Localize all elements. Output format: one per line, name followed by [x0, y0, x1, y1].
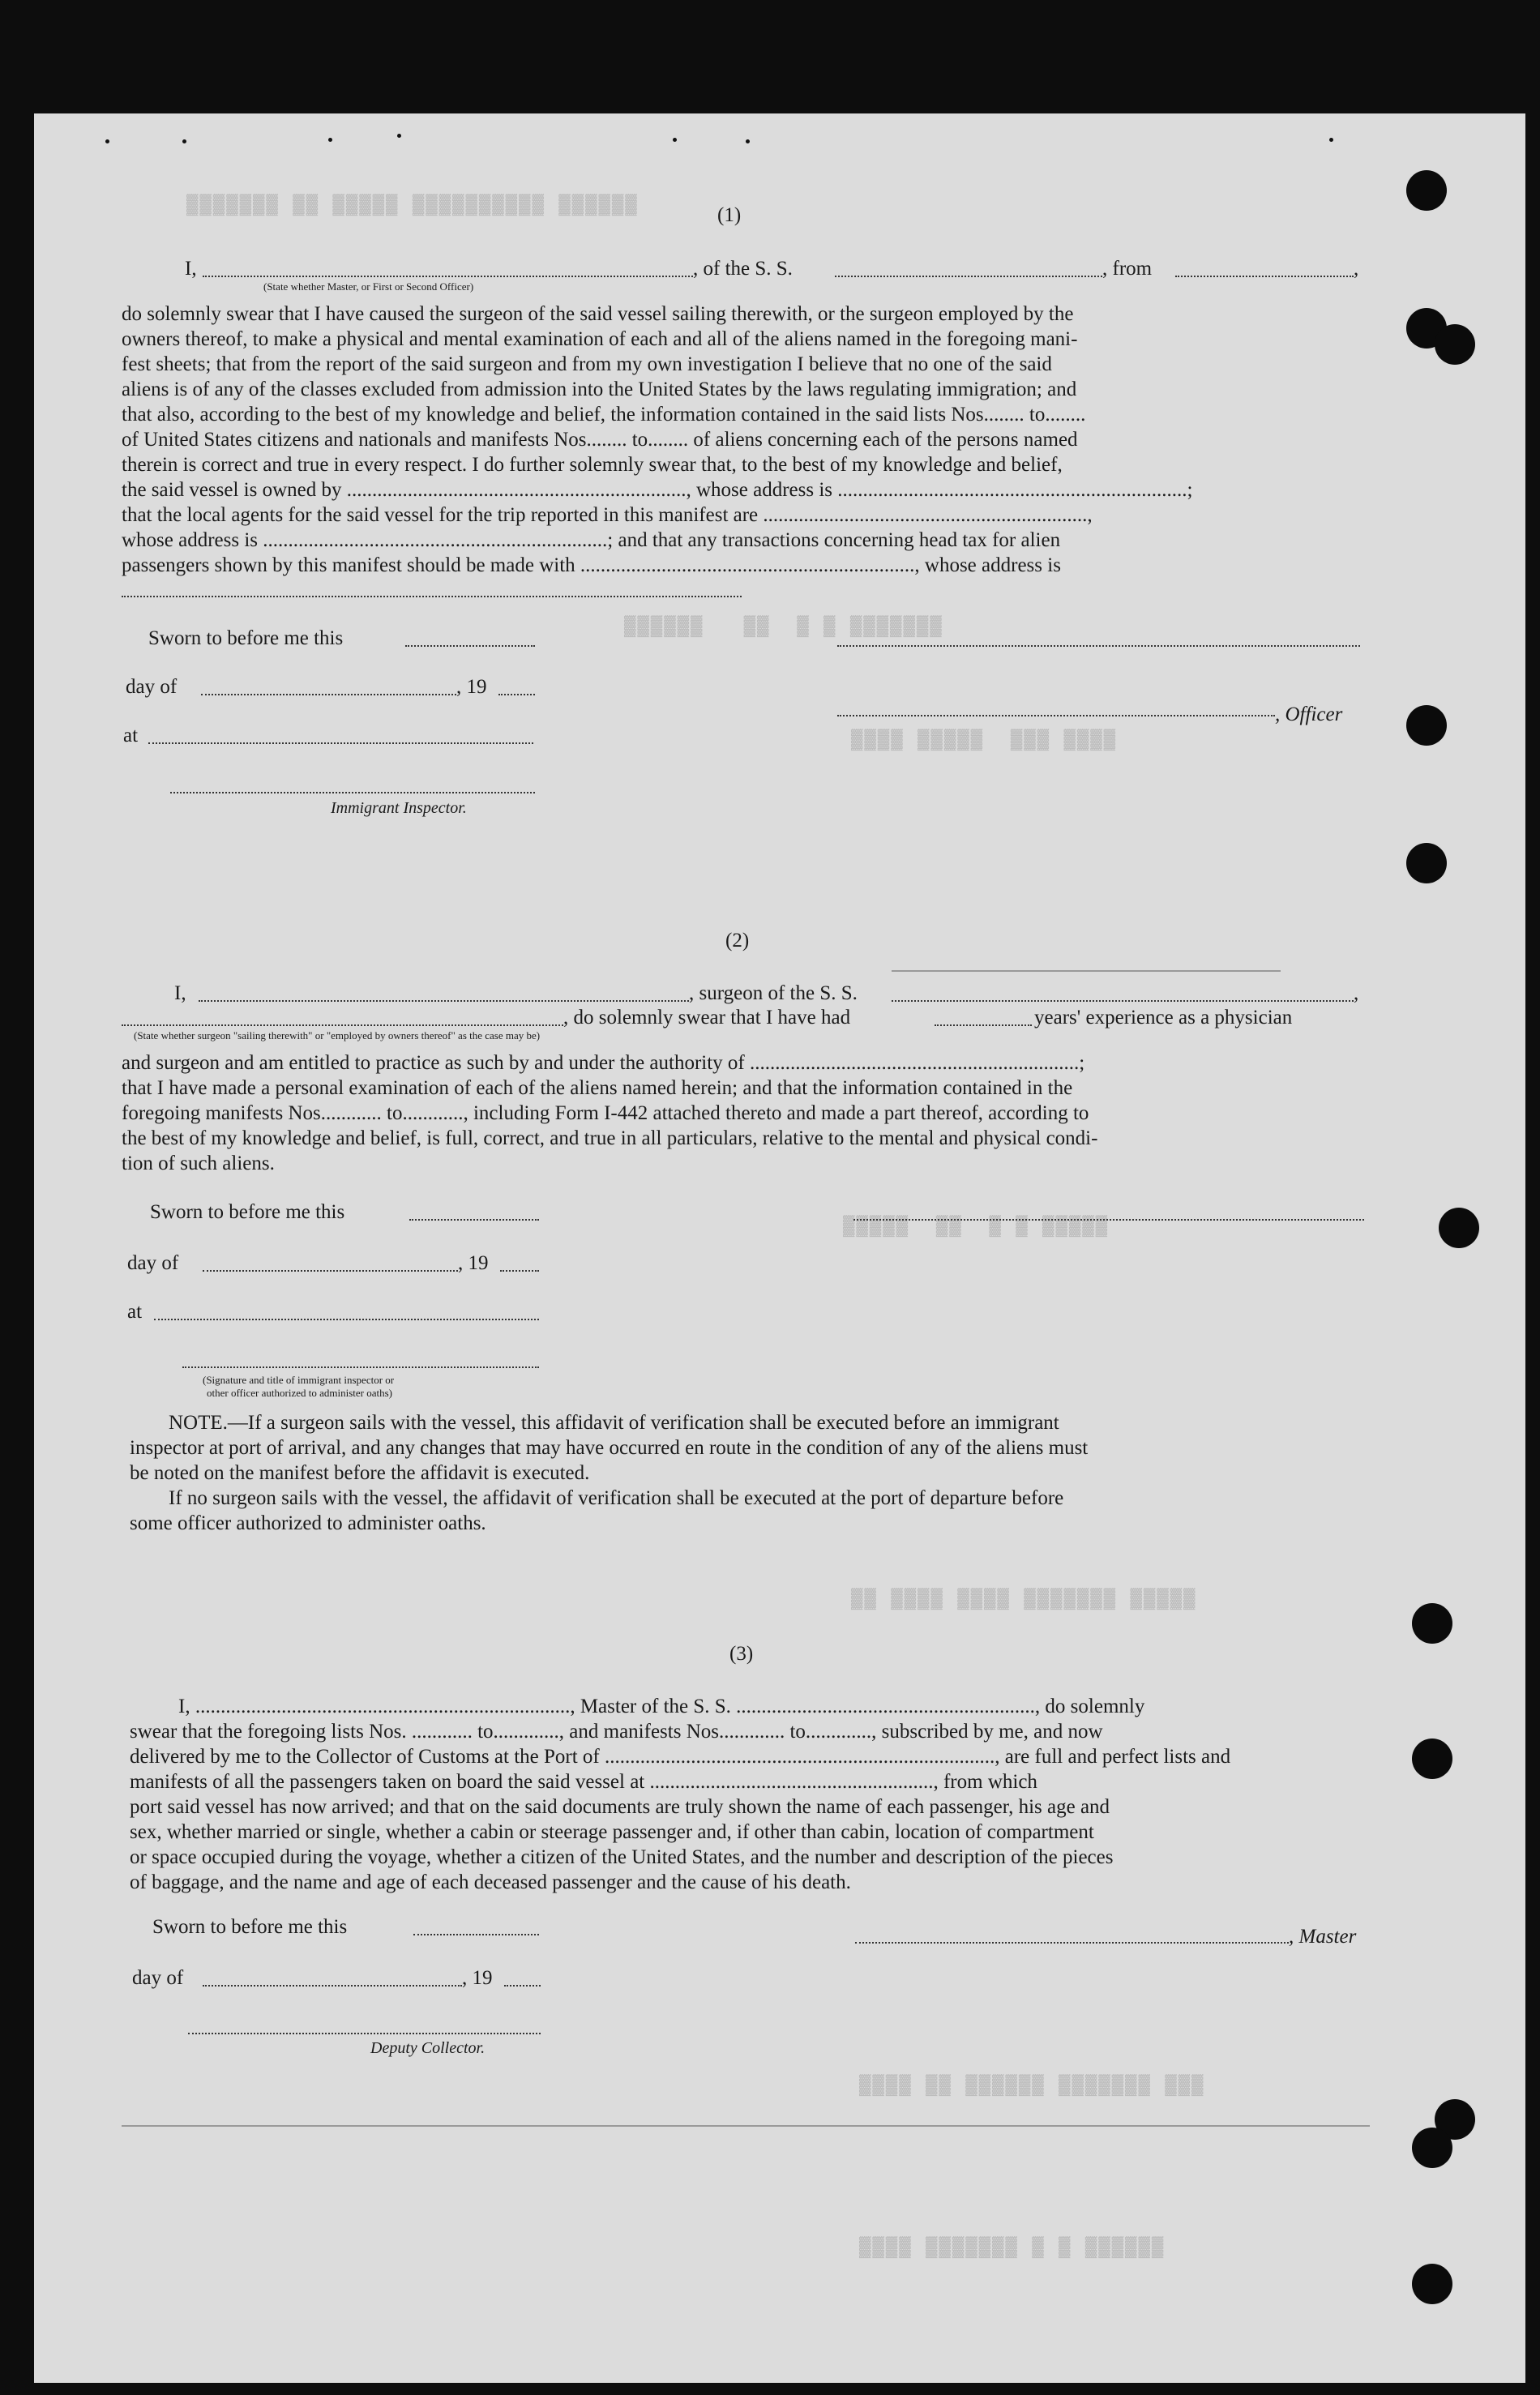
section-1-sworn-label: Sworn to before me this: [148, 627, 344, 649]
fill-line: [154, 1319, 539, 1320]
section-2-note: [130, 1410, 1366, 1536]
section-2-body: [122, 1050, 1366, 1176]
section-1-number: (1): [717, 204, 742, 226]
section-2-body-line: that I have made a personal examination of each of the aliens named herein; and that the information contained in the: [122, 1077, 1073, 1099]
fill-line: [122, 1024, 563, 1026]
section-1-body-line: that also, according to the best of my knowledge and belief, the information contained in the said lists Nos........ to........: [122, 404, 1086, 426]
section-3-body-line: swear that the foregoing lists Nos. ............ to............., and manifests Nos............. to............., subscribed by me, and now: [130, 1721, 1103, 1743]
bleed-through-rule: [892, 970, 1281, 972]
section-1-body-line: owners thereof, to make a physical and mental examination of each and all of the aliens named in the foregoing mani-: [122, 328, 1078, 350]
inspector-signature-line: [182, 1366, 539, 1368]
bleed-through: ▓▓▓▓▓ ▓▓ ▓ ▓ ▓▓▓▓▓: [843, 1216, 1110, 1238]
punch-hole: [1406, 170, 1447, 211]
bleed-through-rule: [122, 2125, 1370, 2127]
ink-speck: [105, 139, 109, 143]
ink-speck: [746, 139, 750, 143]
section-3-day-of-label: day of: [132, 1967, 184, 1989]
section-1-body-line: do solemnly swear that I have caused the surgeon of the said vessel sailing therewith, or the surgeon employed by the: [122, 303, 1074, 325]
section-3-body: [130, 1694, 1370, 1895]
section-1-body-line: the said vessel is owned by ..................................................................., whose address is .....................................................................;: [122, 479, 1193, 501]
fill-line: [498, 694, 535, 695]
fill-line: [413, 1934, 539, 1935]
section-2-sworn-label: Sworn to before me this: [150, 1201, 345, 1223]
section-2-line2-note: (State whether surgeon "sailing therewith" or "employed by owners thereof" as the case may be): [134, 1029, 541, 1041]
section-1-year-label: , 19: [456, 676, 487, 698]
fill-line: [835, 276, 1102, 277]
inspector-signature-line: [170, 792, 535, 793]
section-2-note-line: be noted on the manifest before the affidavit is executed.: [130, 1462, 590, 1484]
punch-hole: [1435, 324, 1475, 365]
section-3-body-line: of baggage, and the name and age of each deceased passenger and the cause of his death.: [130, 1871, 851, 1893]
section-2-sig-note-2: other officer authorized to administer oaths): [207, 1387, 392, 1399]
section-1-day-of-label: day of: [126, 676, 178, 698]
section-2-note-line: If no surgeon sails with the vessel, the affidavit of verification shall be executed at the port of departure before: [169, 1487, 1064, 1509]
fill-line: [405, 645, 535, 647]
section-1-officer-label: , Officer: [1275, 704, 1343, 725]
section-2-line1-i: I,: [174, 982, 186, 1004]
ink-speck: [328, 138, 332, 142]
section-2-body-line: the best of my knowledge and belief, is full, correct, and true in all particulars, relative to the mental and physical condi-: [122, 1127, 1098, 1149]
section-2-number: (2): [725, 930, 750, 952]
section-1-body-line: aliens is of any of the classes excluded from admission into the United States by the laws regulating immigration; and: [122, 378, 1077, 400]
ink-speck: [1329, 138, 1333, 142]
section-1-line1-from: , from: [1102, 258, 1153, 280]
section-2-sig-note-1: (Signature and title of immigrant inspector or: [203, 1374, 395, 1386]
surgeon-signature-line: [853, 1219, 1364, 1221]
section-3-year-label: , 19: [462, 1967, 493, 1989]
section-2-at-label: at: [127, 1301, 143, 1323]
fill-line: [148, 742, 533, 744]
punch-hole: [1439, 1208, 1479, 1248]
bleed-through: ▓▓▓▓ ▓▓▓▓▓▓▓ ▓ ▓ ▓▓▓▓▓▓: [859, 2237, 1166, 2259]
ink-speck: [673, 138, 677, 142]
fill-line: [504, 1985, 541, 1987]
ink-speck: [397, 134, 401, 138]
fill-line: [935, 1024, 1032, 1026]
section-2-year-label: , 19: [458, 1252, 489, 1274]
bleed-through: ▓▓▓▓▓▓ ▓▓ ▓ ▓ ▓▓▓▓▓▓▓: [624, 616, 943, 638]
section-3-body-line: I, .........................................................................., Master of the S. S. ..........................................................., do solemnly: [178, 1696, 1145, 1717]
punch-hole: [1406, 843, 1447, 883]
ink-speck: [182, 139, 186, 143]
section-3-body-line: port said vessel has now arrived; and that on the said documents are truly shown the name of each passenger, his age and: [130, 1796, 1110, 1818]
section-3-master-label: , Master: [1289, 1926, 1357, 1948]
master-signature-line: [855, 1942, 1289, 1944]
section-2-note-line: inspector at port of arrival, and any changes that may have occurred en route in the condition of any of the aliens must: [130, 1437, 1089, 1459]
officer-signature-line: [837, 645, 1360, 647]
fill-line: [203, 1270, 458, 1272]
fill-line: [201, 694, 456, 695]
section-1-body-line: fest sheets; that from the report of the said surgeon and from my own investigation I believe that no one of the said: [122, 353, 1052, 375]
fill-line: [500, 1270, 539, 1272]
section-2-line1-end: ,: [1354, 982, 1359, 1004]
section-3-body-line: manifests of all the passengers taken on board the said vessel at ........................................................, from which: [130, 1771, 1037, 1793]
section-1-body-line: that the local agents for the said vessel for the trip reported in this manifest are ................................................................,: [122, 504, 1093, 526]
bleed-through: ▓▓▓▓ ▓▓ ▓▓▓▓▓▓ ▓▓▓▓▓▓▓ ▓▓▓: [859, 2075, 1205, 2097]
section-2-line1-surgeon: , surgeon of the S. S.: [689, 982, 858, 1004]
section-1-body-line: whose address is ....................................................................; and that any transactions concerning head tax for alien: [122, 529, 1061, 551]
section-3-body-line: or space occupied during the voyage, whether a citizen of the United States, and the number and description of the pieces: [130, 1846, 1114, 1868]
section-2-body-line: foregoing manifests Nos............ to............, including Form I-442 attached thereto and made a part thereof, according to: [122, 1102, 1089, 1124]
section-1-body-line: of United States citizens and nationals and manifests Nos........ to........ of aliens concerning each of the persons named: [122, 429, 1078, 451]
section-3-sworn-label: Sworn to before me this: [152, 1916, 348, 1938]
fill-line: [1175, 276, 1354, 277]
bleed-through: ▓▓ ▓▓▓▓ ▓▓▓▓ ▓▓▓▓▓▓▓ ▓▓▓▓▓: [851, 1589, 1197, 1610]
fill-line: [203, 1985, 462, 1987]
collector-signature-line: [188, 2033, 541, 2034]
section-1-at-label: at: [123, 725, 139, 746]
section-2-note-line: NOTE.—If a surgeon sails with the vessel, this affidavit of verification shall be executed before an immigrant: [169, 1412, 1059, 1434]
section-1-body: [122, 302, 1366, 578]
section-2-body-line: tion of such aliens.: [122, 1153, 275, 1174]
section-3-number: (3): [729, 1643, 754, 1665]
section-3-collector-label: Deputy Collector.: [370, 2039, 486, 2057]
fill-line: [892, 1000, 1354, 1002]
punch-hole: [1412, 1739, 1452, 1779]
punch-hole: [1412, 2128, 1452, 2168]
section-1-body-line: passengers shown by this manifest should be made with .................................................................., whose address is: [122, 554, 1061, 576]
section-3-body-line: sex, whether married or single, whether a cabin or steerage passenger and, if other than cabin, location of compartment: [130, 1821, 1094, 1843]
fill-line: [199, 1000, 689, 1002]
fill-line: [409, 1219, 539, 1221]
section-2-day-of-label: day of: [127, 1252, 179, 1274]
punch-hole: [1412, 1603, 1452, 1644]
fill-line: [203, 276, 693, 277]
section-3-body-line: delivered by me to the Collector of Customs at the Port of ............................................................................., are full and perfect lists and: [130, 1746, 1231, 1768]
punch-hole: [1406, 705, 1447, 746]
section-1-line1-i: I,: [185, 258, 197, 280]
section-1-line1-end: ,: [1354, 258, 1359, 280]
section-2-body-line: and surgeon and am entitled to practice as such by and under the authority of .................................................................;: [122, 1052, 1085, 1074]
bleed-through: ▓▓▓▓▓▓▓ ▓▓ ▓▓▓▓▓ ▓▓▓▓▓▓▓▓▓▓ ▓▓▓▓▓▓: [186, 195, 639, 216]
section-2-line2-swear: , do solemnly swear that I have had: [563, 1007, 851, 1029]
officer-signature-line: [837, 715, 1275, 716]
fill-line: [122, 596, 742, 597]
punch-hole: [1412, 2264, 1452, 2304]
section-1-line1-note: (State whether Master, or First or Second Officer): [263, 280, 474, 293]
section-2-note-line: some officer authorized to administer oaths.: [130, 1512, 486, 1534]
section-1-inspector-label: Immigrant Inspector.: [331, 799, 467, 817]
section-1-line1-of: , of the S. S.: [693, 258, 793, 280]
section-1-body-line: therein is correct and true in every respect. I do further solemnly swear that, to the best of my knowledge and belief,: [122, 454, 1063, 476]
section-2-line2-years: years' experience as a physician: [1034, 1007, 1293, 1029]
bleed-through: ▓▓▓▓ ▓▓▓▓▓ ▓▓▓ ▓▓▓▓: [851, 729, 1118, 751]
